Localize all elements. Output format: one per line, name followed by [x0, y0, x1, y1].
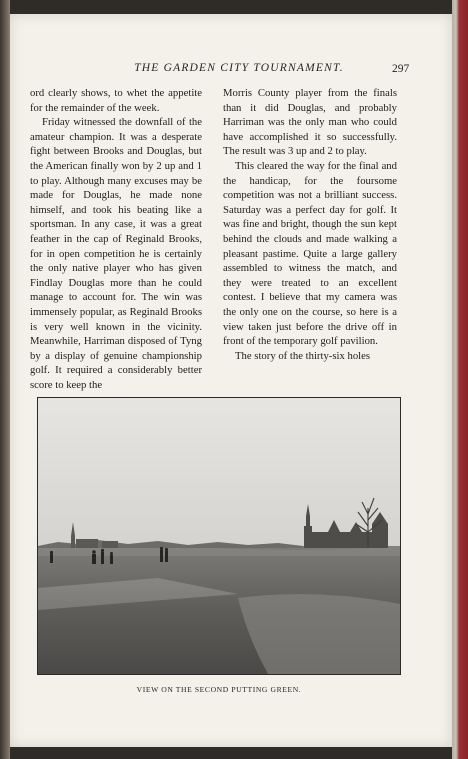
- paragraph: Friday witnessed the downfall of the amateur champion. It was a desperate fight between Brooks and Douglas, but the American finally won by 2 up and 1 to play. Although many excuses may be made for Douglas, he made none himself, and took his beating like a sportsman. In any case, it was a great feather in the cap of Reginald Brooks, for in open competition he is certainly the only native player who has given Findlay Douglas more than he could manage to account for. The win was immensely popular, as Reginald Brooks is very well known in the vicinity. Meanwhile, Harriman disposed of Tyng by a display of genuine championship golf. It required a considerably better score to keep the: [30, 116, 202, 391]
- putting-green-patches: [238, 594, 400, 674]
- page-number: 297: [392, 63, 410, 75]
- left-text-column: [30, 86, 202, 392]
- figure-caption: VIEW ON THE SECOND PUTTING GREEN.: [136, 685, 302, 694]
- sky: [38, 398, 400, 548]
- photograph-illustration: [38, 398, 400, 674]
- paragraph: The story of the thirty-six holes: [235, 349, 371, 362]
- book-left-edge: [0, 0, 10, 759]
- paragraph: This cleared the way for the final and the handicap, for the foursome competition was not a brilliant success. Saturday was a perfect day for golf. It was fine and bright, though the sun kept behind the clouds and made walking a pleasant pastime. Quite a large gallery assembled to witness the match, and they were treated to an excellent contest. I believe that my camera was the only one on the course, so here is a view taken just before the drive off in front of the temporary golf pavilion.: [223, 159, 397, 348]
- book-binding-edge: [452, 0, 468, 759]
- running-head: THE GARDEN CITY TOURNAMENT.: [134, 62, 344, 74]
- right-text-column: [223, 86, 397, 363]
- golf-course-photograph: [37, 397, 401, 675]
- book-page: [10, 14, 452, 747]
- paragraph: Morris County player from the finals than it did Douglas, and probably Harriman was the only man who could have accomplished it so successfully. The result was 3 up and 2 to play.: [223, 87, 397, 158]
- paragraph: ord clearly shows, to whet the appetite for the remainder of the week.: [30, 87, 202, 114]
